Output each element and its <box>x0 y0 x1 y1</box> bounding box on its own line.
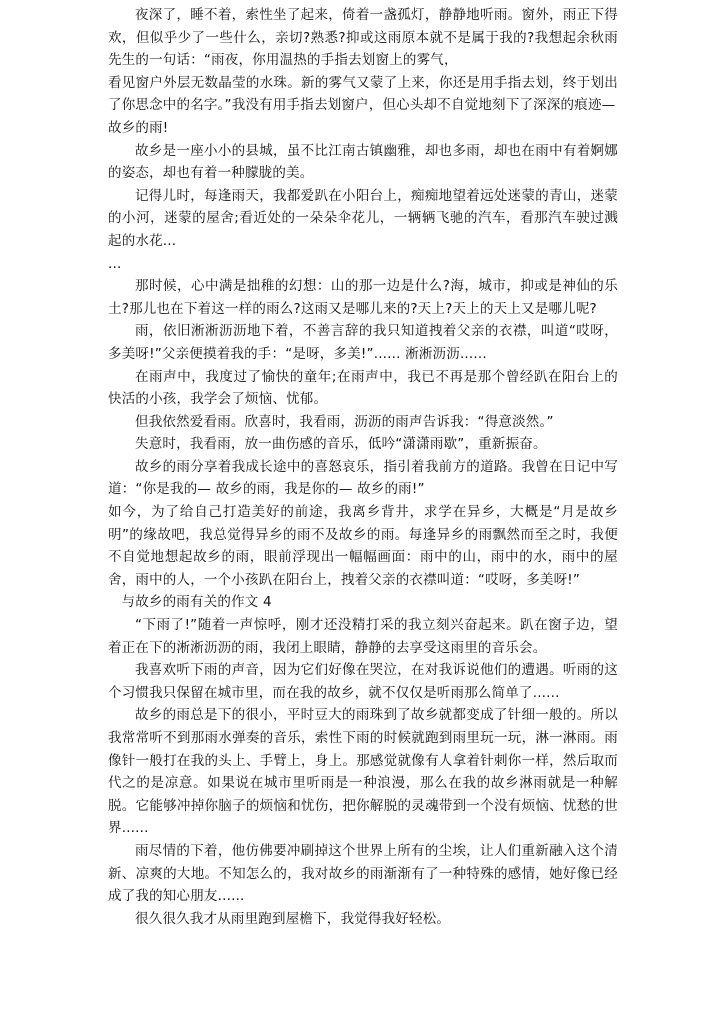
paragraph: 我喜欢听下雨的声音，因为它们好像在哭泣，在对我诉说他们的遭遇。听雨的这个习惯我只保留在城市里，而在我的故乡，就不仅仅是听雨那么简单了...... <box>108 662 618 701</box>
article-body <box>108 0 618 930</box>
paragraph: 如今，为了给自己打造美好的前途，我离乡背井，求学在异乡，大概是“月是故乡明”的缘故吧，我总觉得异乡的雨不及故乡的雨。每逢异乡的雨飘然而至之时，我便不自觉地想起故乡的雨，眼前浮现出一幅幅画面：雨中的山，雨中的水，雨中的屋舍，雨中的人，一个小孩趴在阳台上，拽着父亲的衣襟叫道：“哎呀，多美呀!” <box>108 504 618 588</box>
paragraph: 故乡的雨总是下的很小，平时豆大的雨珠到了故乡就都变成了针细一般的。所以我常常听不到那雨水弹奏的音乐，索性下雨的时候就跑到雨里玩一玩，淋一淋雨。雨像针一般打在我的头上、手臂上，身上。那感觉就像有人拿着针刺你一样，然后取而代之的是凉意。如果说在城市里听雨是一种浪漫，那么在我的故乡淋雨就是一种解脱。它能够冲掉你脑子的烦恼和忧伤，把你解脱的灵魂带到一个没有烦恼、忧愁的世界...... <box>108 707 618 837</box>
paragraph: 那时候，心中满是拙稚的幻想：山的那一边是什么?海，城市，抑或是神仙的乐土?那儿也在下着这一样的雨么?这雨又是哪儿来的?天上?天上的天上又是哪儿呢? <box>108 278 618 317</box>
section-heading: 与故乡的雨有关的作文 4 <box>121 594 272 611</box>
paragraph: 很久很久我才从雨里跑到屋檐下，我觉得我好轻松。 <box>135 910 451 927</box>
paragraph: “下雨了!”随着一声惊呼，刚才还没精打采的我立刻兴奋起来。趴在窗子边，望着正在下的淅淅沥沥的雨，我闭上眼睛，静静的去享受这雨里的音乐会。 <box>108 617 618 656</box>
paragraph: 在雨声中，我度过了愉快的童年;在雨声中，我已不再是那个曾经趴在阳台上的快活的小孩，我学会了烦恼、忧郁。 <box>108 368 618 408</box>
paragraph: 但我依然爱看雨。欣喜时，我看雨，沥沥的雨声告诉我：“得意淡然。” <box>135 413 554 430</box>
paragraph: ... <box>108 255 122 272</box>
paragraph: 失意时，我看雨，放一曲伤感的音乐，低吟“潇潇雨歇”，重新振奋。 <box>135 436 547 453</box>
paragraph: 记得儿时，每逢雨天，我都爱趴在小阳台上，痴痴地望着远处迷蒙的青山，迷蒙的小河，迷蒙的屋舍;看近处的一朵朵伞花儿，一辆辆飞驰的汽车，看那汽车驶过溅起的水花... <box>108 187 618 249</box>
paragraph: 故乡的雨分享着我成长途中的喜怒哀乐，指引着我前方的道路。我曾在日记中写道：“你是我的— 故乡的雨，我是你的— 故乡的雨!” <box>108 458 618 498</box>
paragraph: 雨尽情的下着，他仿佛要冲刷掉这个世界上所有的尘埃，让人们重新融入这个清新、凉爽的大地。不知怎么的，我对故乡的雨渐渐有了一种特殊的感情，她好像已经成了我的知心朋友...... <box>108 842 618 905</box>
paragraph: 故乡的雨! <box>108 119 169 136</box>
paragraph: 雨，依旧淅淅沥沥地下着，不善言辞的我只知道拽着父亲的衣襟，叫道“哎呀，多美呀!”父亲便摸着我的手：“是呀，多美!”...... 淅淅沥沥...... <box>108 323 618 362</box>
paragraph: 看见窗户外层无数晶莹的水珠。新的雾气又蒙了上来，你还是用手指去划，终于划出了你思念中的名字。”我没有用手指去划窗户，但心头却不自觉地刻下了深深的痕迹— <box>108 74 618 114</box>
paragraph: 故乡是一座小小的县城，虽不比江南古镇幽雅，却也多雨，却也在雨中有着婀娜的姿态，却也有着一种朦胧的美。 <box>108 142 618 182</box>
paragraph: 夜深了，睡不着，索性坐了起来，倚着一盏孤灯，静静地听雨。窗外，雨正下得欢，但似乎少了一些什么，亲切?熟悉?抑或这雨原本就不是属于我的?我想起余秋雨先生的一句话：“雨夜，你用温热的手指去划窗上的雾气， <box>108 7 618 69</box>
